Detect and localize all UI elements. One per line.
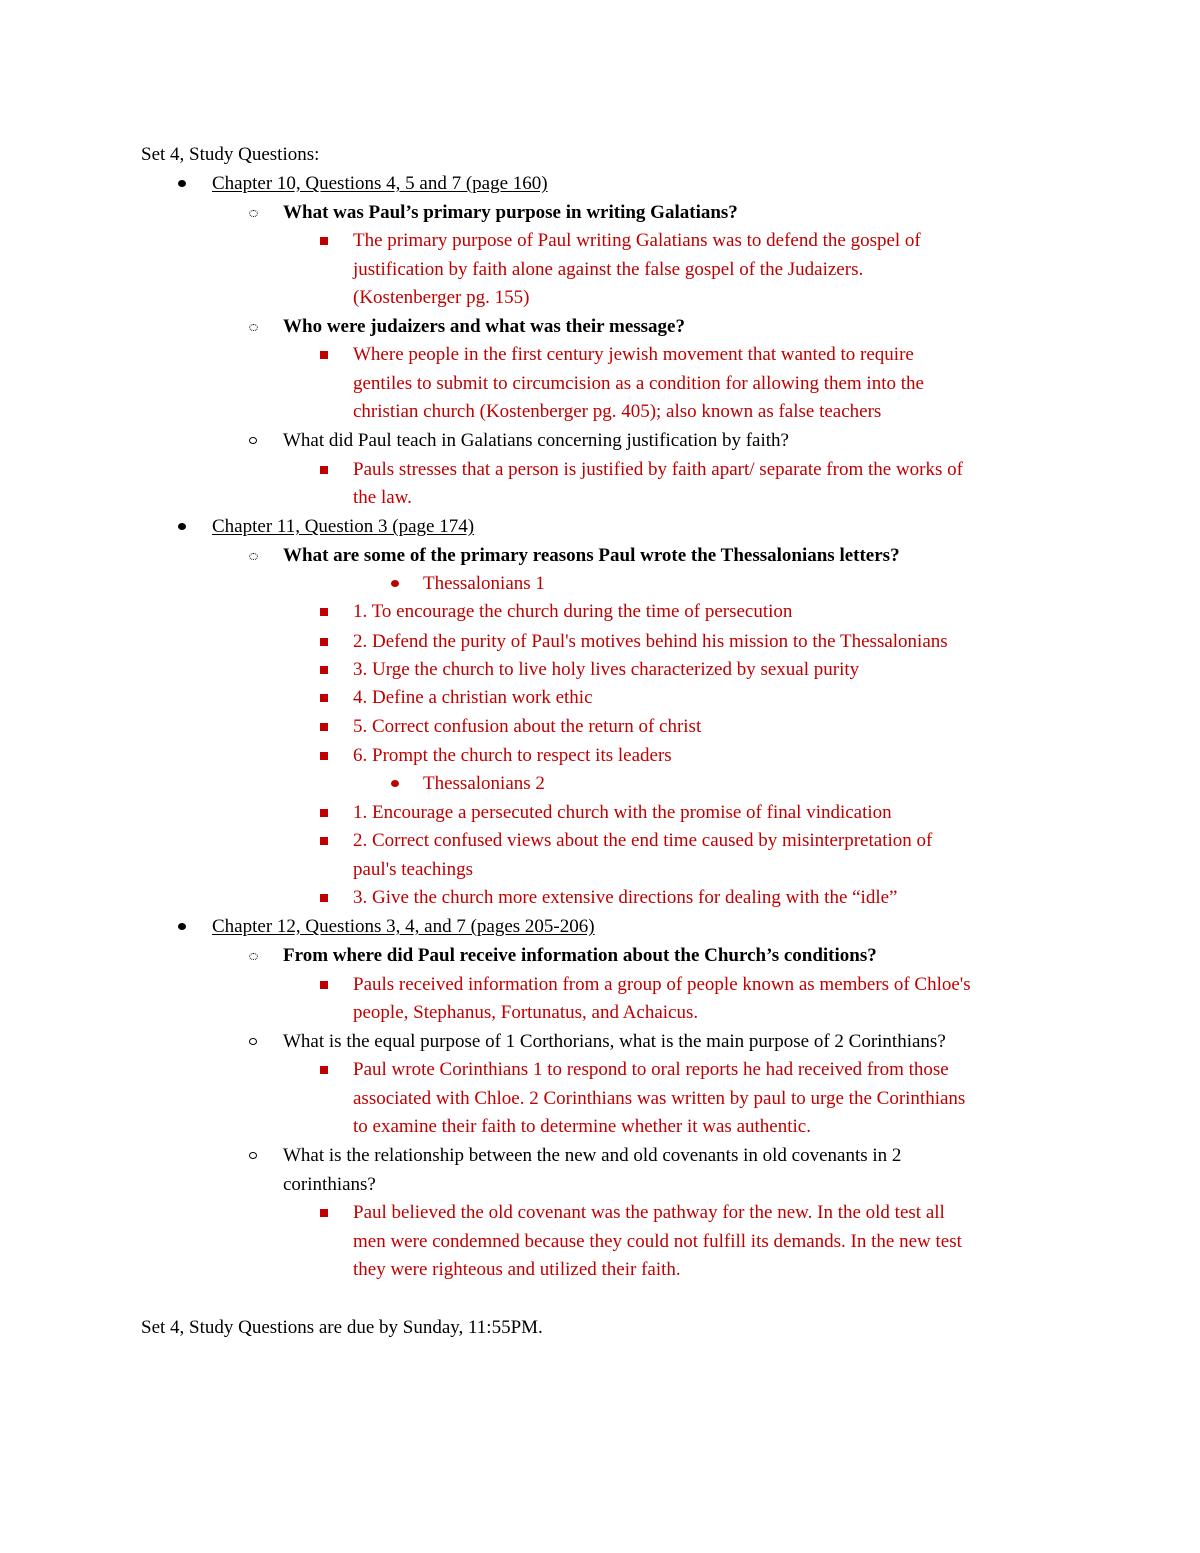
bullet-dotted-circle-icon (247, 941, 267, 970)
subheading-text: Thessalonians 1 (423, 573, 545, 594)
document-heading: Set 4, Study Questions: (141, 144, 320, 165)
answer-line: (Kostenberger pg. 155) (353, 287, 530, 308)
bullet-square-icon (318, 655, 338, 684)
bullet-square-icon (318, 627, 338, 656)
bullet-square-icon (318, 798, 338, 827)
bullet-square-icon (318, 741, 338, 770)
answer-item (0, 627, 1200, 656)
answer-item (0, 226, 1200, 255)
answer-line: 6. Prompt the church to respect its leaders (353, 745, 672, 766)
question-item (0, 426, 1200, 455)
answer-line: 1. To encourage the church during the time of persecution (353, 601, 793, 622)
answer-line: paul's teachings (353, 859, 474, 880)
answer-line: Paul wrote Corinthians 1 to respond to oral reports he had received from those (353, 1059, 949, 1080)
bullet-disc-icon (175, 169, 195, 198)
question-continuation (0, 1170, 1200, 1199)
document-footer: Set 4, Study Questions are due by Sunday, 11:55PM. (141, 1317, 543, 1338)
question-text: What is the relationship between the new and old covenants in old covenants in 2 (283, 1145, 902, 1166)
chapter-11-item (0, 512, 1200, 541)
answer-item (0, 798, 1200, 827)
bullet-dotted-circle-icon (247, 541, 267, 570)
subheading-item (0, 769, 1200, 798)
bullet-dotted-circle-icon (247, 198, 267, 227)
answer-continuation (0, 1112, 1200, 1141)
answer-item (0, 655, 1200, 684)
answer-line: Pauls stresses that a person is justified by faith apart/ separate from the works of (353, 459, 963, 480)
bullet-square-icon (318, 226, 338, 255)
answer-item (0, 883, 1200, 912)
question-text: What was Paul’s primary purpose in writing Galatians? (283, 202, 738, 223)
chapter-10-item (0, 169, 1200, 198)
bullet-square-icon (318, 712, 338, 741)
answer-line: 3. Give the church more extensive directions for dealing with the “idle” (353, 887, 898, 908)
question-text: Who were judaizers and what was their message? (283, 316, 685, 337)
question-item (0, 1027, 1200, 1056)
bullet-disc-icon (388, 769, 408, 798)
bullet-disc-icon (388, 569, 408, 598)
answer-item (0, 1055, 1200, 1084)
answer-item (0, 741, 1200, 770)
answer-line: The primary purpose of Paul writing Galatians was to defend the gospel of (353, 230, 921, 251)
answer-continuation (0, 397, 1200, 426)
question-text: corinthians? (283, 1174, 376, 1195)
answer-line: they were righteous and utilized their faith. (353, 1259, 681, 1280)
answer-line: 2. Defend the purity of Paul's motives behind his mission to the Thessalonians (353, 631, 948, 652)
answer-line: men were condemned because they could not fulfill its demands. In the new test (353, 1231, 962, 1252)
answer-item (0, 826, 1200, 855)
answer-line: associated with Chloe. 2 Corinthians was written by paul to urge the Corinthians (353, 1088, 966, 1109)
answer-line: 1. Encourage a persecuted church with the promise of final vindication (353, 802, 892, 823)
chapter-title: Chapter 11, Question 3 (page 174) (212, 516, 475, 537)
question-text: What did Paul teach in Galatians concerning justification by faith? (283, 430, 789, 451)
bullet-square-icon (318, 826, 338, 855)
bullet-square-icon (318, 455, 338, 484)
question-item (0, 1141, 1200, 1170)
answer-line: christian church (Kostenberger pg. 405); also known as false teachers (353, 401, 882, 422)
answer-continuation (0, 1084, 1200, 1113)
bullet-disc-icon (175, 512, 195, 541)
bullet-disc-icon (175, 912, 195, 941)
bullet-square-icon (318, 1198, 338, 1227)
chapter-title: Chapter 12, Questions 3, 4, and 7 (pages 205-206) (212, 916, 595, 937)
answer-line: Pauls received information from a group of people known as members of Chloe's (353, 974, 971, 995)
bullet-dotted-circle-icon (247, 312, 267, 341)
subheading-text: Thessalonians 2 (423, 773, 545, 794)
answer-line: Paul believed the old covenant was the pathway for the new. In the old test all (353, 1202, 945, 1223)
subheading-item (0, 569, 1200, 598)
answer-line: to examine their faith to determine whether it was authentic. (353, 1116, 811, 1137)
bullet-circle-icon (247, 426, 267, 455)
bullet-circle-icon (247, 1141, 267, 1170)
answer-continuation (0, 255, 1200, 284)
answer-item (0, 970, 1200, 999)
answer-continuation (0, 1255, 1200, 1284)
question-text: What are some of the primary reasons Paul wrote the Thessalonians letters? (283, 545, 900, 566)
question-text: What is the equal purpose of 1 Corthorians, what is the main purpose of 2 Corinthians? (283, 1031, 946, 1052)
question-text: From where did Paul receive information about the Church’s conditions? (283, 945, 877, 966)
bullet-square-icon (318, 970, 338, 999)
answer-continuation (0, 1227, 1200, 1256)
answer-line: 5. Correct confusion about the return of christ (353, 716, 702, 737)
answer-item (0, 712, 1200, 741)
answer-continuation (0, 998, 1200, 1027)
chapter-title: Chapter 10, Questions 4, 5 and 7 (page 160) (212, 173, 548, 194)
question-item (0, 198, 1200, 227)
chapter-12-item (0, 912, 1200, 941)
answer-item (0, 340, 1200, 369)
answer-continuation (0, 283, 1200, 312)
question-item (0, 541, 1200, 570)
answer-line: people, Stephanus, Fortunatus, and Achaicus. (353, 1002, 699, 1023)
answer-continuation (0, 369, 1200, 398)
question-item (0, 312, 1200, 341)
answer-line: the law. (353, 487, 412, 508)
answer-line: 4. Define a christian work ethic (353, 687, 593, 708)
bullet-square-icon (318, 340, 338, 369)
answer-item (0, 455, 1200, 484)
answer-line: justification by faith alone against the false gospel of the Judaizers. (353, 259, 864, 280)
bullet-square-icon (318, 597, 338, 626)
answer-line: Where people in the first century jewish movement that wanted to require (353, 344, 914, 365)
answer-continuation (0, 855, 1200, 884)
bullet-circle-icon (247, 1027, 267, 1056)
bullet-square-icon (318, 1055, 338, 1084)
answer-line: gentiles to submit to circumcision as a condition for allowing them into the (353, 373, 924, 394)
answer-item (0, 683, 1200, 712)
bullet-square-icon (318, 883, 338, 912)
bullet-square-icon (318, 683, 338, 712)
answer-line: 2. Correct confused views about the end time caused by misinterpretation of (353, 830, 933, 851)
answer-item (0, 1198, 1200, 1227)
answer-line: 3. Urge the church to live holy lives characterized by sexual purity (353, 659, 860, 680)
answer-item (0, 597, 1200, 626)
question-item (0, 941, 1200, 970)
answer-continuation (0, 483, 1200, 512)
